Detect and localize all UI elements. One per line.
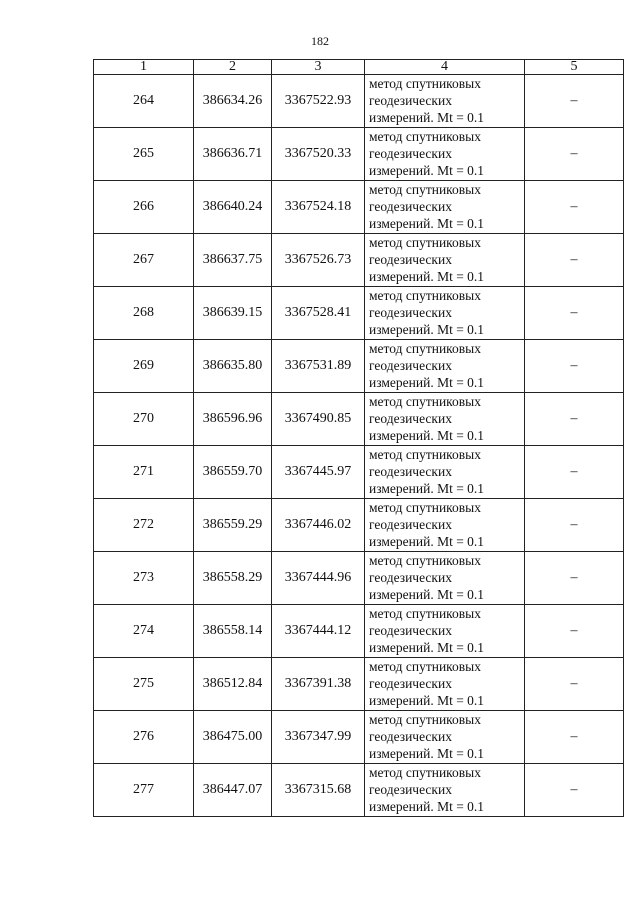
- method-cell: [365, 75, 525, 128]
- method-line: метод спутниковых: [369, 500, 481, 515]
- method-line: измерений. Mt = 0.1: [369, 587, 485, 602]
- point-number-cell: 266: [94, 181, 194, 234]
- method-cell: [365, 605, 525, 658]
- method-cell: [365, 340, 525, 393]
- description-cell: –: [525, 75, 624, 128]
- point-number-cell: 271: [94, 446, 194, 499]
- y-coordinate-cell: 3367520.33: [272, 128, 365, 181]
- method-line: измерений. Mt = 0.1: [369, 746, 485, 761]
- x-coordinate-cell: 386640.24: [194, 181, 272, 234]
- method-cell: [365, 393, 525, 446]
- method-line: метод спутниковых: [369, 341, 481, 356]
- x-coordinate-cell: 386639.15: [194, 287, 272, 340]
- table-row: [94, 340, 624, 393]
- method-line: геодезических: [369, 305, 452, 320]
- point-number-cell: 272: [94, 499, 194, 552]
- method-line: геодезических: [369, 358, 452, 373]
- description-cell: –: [525, 711, 624, 764]
- method-line: измерений. Mt = 0.1: [369, 216, 485, 231]
- method-cell: [365, 234, 525, 287]
- description-cell: –: [525, 446, 624, 499]
- method-line: метод спутниковых: [369, 129, 481, 144]
- description-cell: –: [525, 234, 624, 287]
- x-coordinate-cell: 386635.80: [194, 340, 272, 393]
- y-coordinate-cell: 3367526.73: [272, 234, 365, 287]
- table-row: [94, 234, 624, 287]
- method-line: геодезических: [369, 411, 452, 426]
- point-number-cell: 277: [94, 764, 194, 817]
- description-cell: –: [525, 128, 624, 181]
- x-coordinate-cell: 386636.71: [194, 128, 272, 181]
- method-line: измерений. Mt = 0.1: [369, 322, 485, 337]
- header-row: [94, 60, 624, 75]
- method-line: геодезических: [369, 464, 452, 479]
- point-number-cell: 265: [94, 128, 194, 181]
- method-line: измерений. Mt = 0.1: [369, 481, 485, 496]
- description-cell: –: [525, 605, 624, 658]
- point-number-cell: 275: [94, 658, 194, 711]
- description-cell: –: [525, 658, 624, 711]
- method-cell: [365, 711, 525, 764]
- y-coordinate-cell: 3367490.85: [272, 393, 365, 446]
- description-cell: –: [525, 340, 624, 393]
- x-coordinate-cell: 386596.96: [194, 393, 272, 446]
- y-coordinate-cell: 3367444.12: [272, 605, 365, 658]
- method-line: измерений. Mt = 0.1: [369, 110, 485, 125]
- method-line: метод спутниковых: [369, 553, 481, 568]
- method-line: метод спутниковых: [369, 288, 481, 303]
- method-line: метод спутниковых: [369, 235, 481, 250]
- method-line: геодезических: [369, 782, 452, 797]
- table-row: [94, 393, 624, 446]
- table-row: [94, 75, 624, 128]
- description-cell: –: [525, 764, 624, 817]
- y-coordinate-cell: 3367531.89: [272, 340, 365, 393]
- method-line: измерений. Mt = 0.1: [369, 375, 485, 390]
- method-line: геодезических: [369, 93, 452, 108]
- method-line: измерений. Mt = 0.1: [369, 534, 485, 549]
- table-row: [94, 658, 624, 711]
- method-line: геодезических: [369, 570, 452, 585]
- method-line: метод спутниковых: [369, 659, 481, 674]
- x-coordinate-cell: 386558.14: [194, 605, 272, 658]
- x-coordinate-cell: 386512.84: [194, 658, 272, 711]
- table-row: [94, 605, 624, 658]
- table-row: [94, 181, 624, 234]
- method-cell: [365, 446, 525, 499]
- method-line: геодезических: [369, 199, 452, 214]
- point-number-cell: 264: [94, 75, 194, 128]
- point-number-cell: 270: [94, 393, 194, 446]
- method-line: измерений. Mt = 0.1: [369, 163, 485, 178]
- method-line: геодезических: [369, 252, 452, 267]
- table-row: [94, 711, 624, 764]
- x-coordinate-cell: 386559.70: [194, 446, 272, 499]
- method-line: измерений. Mt = 0.1: [369, 640, 485, 655]
- y-coordinate-cell: 3367391.38: [272, 658, 365, 711]
- method-line: геодезических: [369, 623, 452, 638]
- y-coordinate-cell: 3367315.68: [272, 764, 365, 817]
- method-line: геодезических: [369, 676, 452, 691]
- method-cell: [365, 658, 525, 711]
- table-row: [94, 552, 624, 605]
- header-cell-2: 2: [194, 60, 272, 75]
- header-cell-1: 1: [94, 60, 194, 75]
- table-row: [94, 499, 624, 552]
- method-cell: [365, 764, 525, 817]
- method-line: измерений. Mt = 0.1: [369, 693, 485, 708]
- description-cell: –: [525, 499, 624, 552]
- table-body: [94, 75, 624, 817]
- point-number-cell: 273: [94, 552, 194, 605]
- header-cell-4: 4: [365, 60, 525, 75]
- x-coordinate-cell: 386447.07: [194, 764, 272, 817]
- point-number-cell: 274: [94, 605, 194, 658]
- y-coordinate-cell: 3367444.96: [272, 552, 365, 605]
- method-cell: [365, 128, 525, 181]
- point-number-cell: 267: [94, 234, 194, 287]
- y-coordinate-cell: 3367445.97: [272, 446, 365, 499]
- method-line: метод спутниковых: [369, 606, 481, 621]
- method-line: геодезических: [369, 146, 452, 161]
- method-line: измерений. Mt = 0.1: [369, 428, 485, 443]
- description-cell: –: [525, 181, 624, 234]
- description-cell: –: [525, 393, 624, 446]
- method-line: геодезических: [369, 517, 452, 532]
- y-coordinate-cell: 3367347.99: [272, 711, 365, 764]
- method-line: измерений. Mt = 0.1: [369, 269, 485, 284]
- x-coordinate-cell: 386558.29: [194, 552, 272, 605]
- method-line: измерений. Mt = 0.1: [369, 799, 485, 814]
- x-coordinate-cell: 386475.00: [194, 711, 272, 764]
- method-line: метод спутниковых: [369, 712, 481, 727]
- method-cell: [365, 499, 525, 552]
- page-number: 182: [311, 34, 329, 48]
- header-cell-5: 5: [525, 60, 624, 75]
- x-coordinate-cell: 386637.75: [194, 234, 272, 287]
- method-line: геодезических: [369, 729, 452, 744]
- point-number-cell: 276: [94, 711, 194, 764]
- y-coordinate-cell: 3367528.41: [272, 287, 365, 340]
- x-coordinate-cell: 386559.29: [194, 499, 272, 552]
- method-cell: [365, 287, 525, 340]
- description-cell: –: [525, 552, 624, 605]
- point-number-cell: 269: [94, 340, 194, 393]
- y-coordinate-cell: 3367524.18: [272, 181, 365, 234]
- table-row: [94, 128, 624, 181]
- method-cell: [365, 552, 525, 605]
- y-coordinate-cell: 3367522.93: [272, 75, 365, 128]
- table-row: [94, 446, 624, 499]
- method-line: метод спутниковых: [369, 182, 481, 197]
- table-row: [94, 764, 624, 817]
- y-coordinate-cell: 3367446.02: [272, 499, 365, 552]
- coordinates-table: [93, 59, 624, 817]
- method-line: метод спутниковых: [369, 394, 481, 409]
- method-cell: [365, 181, 525, 234]
- x-coordinate-cell: 386634.26: [194, 75, 272, 128]
- method-line: метод спутниковых: [369, 447, 481, 462]
- method-line: метод спутниковых: [369, 765, 481, 780]
- method-line: метод спутниковых: [369, 76, 481, 91]
- header-cell-3: 3: [272, 60, 365, 75]
- table-row: [94, 287, 624, 340]
- description-cell: –: [525, 287, 624, 340]
- point-number-cell: 268: [94, 287, 194, 340]
